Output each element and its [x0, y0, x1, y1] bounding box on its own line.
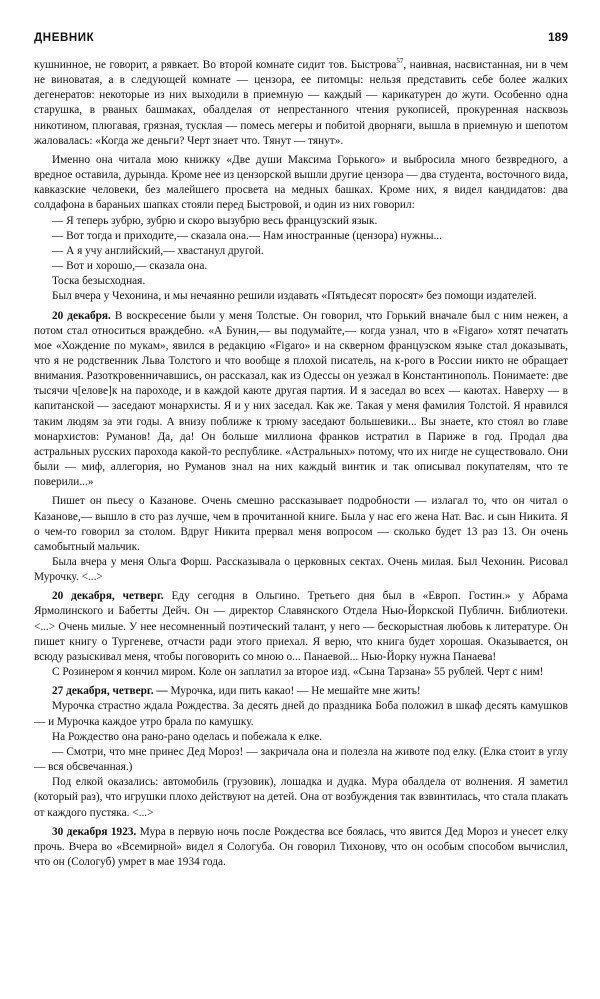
paragraph: Тоска безысходная.	[52, 275, 146, 288]
paragraph: На Рождество она рано-рано оделась и побежала к елке.	[52, 730, 323, 743]
running-header	[34, 30, 568, 52]
diary-entry: 20 декабря, четверг. Еду сегодня в Ольгино. Третьего дня был в «Европ. Гостин.» у Абрама Ярмолинского и Бабетты Дейч. Он — директор Славянского Отдела Нью-Йоркской Публичн. Библиотеки. <...> Очень милые. У нее несомненный поэтический талант, у него — бескорыстная любовь к литературе. Он пишет книгу о Тургеневе, отчасти ради этого приехал. Я верю, что книга будет хорошая. Оказывается, он всюду разыскивал меня, чтобы поговорить со мною о... Панаевой... Нью-Йорку нужна Панаева!	[34, 590, 568, 663]
paragraph: С Розинером я кончил миром. Коле он заплатил за второе изд. «Сына Тарзана» 55 рублей. Черт с ним!	[52, 666, 544, 679]
entry-date: 27 декабря, четверг. —	[52, 685, 168, 698]
entry-date: 20 декабря.	[52, 309, 111, 322]
diary-entry: 30 декабря 1923. Мура в первую ночь после Рождества все боялась, что явится Дед Мороз и унесет елку прочь. Вчера во «Всемирной» видел я Сологуба. Он говорил Тихонову, что он особым способом вычислил, что он (Сологуб) умрет в мае 1934 года.	[34, 825, 569, 868]
diary-entry: 20 декабря. В воскресение были у меня Толстые. Он говорил, что Горький вначале был с ним нежен, а потом стал относиться враждебно. «А Бунин,— вы подумайте,— когда узнал, что в «Figaro» хотят печатать мое «Хождение по мукам», явился в редакцию «Figaro» и на скверном французском языке стал доказывать, что я не родственник Льва Толстого и что вообще я плохой писатель, на к-рого в России никто не обращает внимания. Разоткровенничавшись, он рассказал, как из Одессы он уезжал в Константинополь. Понимаете: две тысячи ч[елове]к на пароходе, и в каждой каюте другая партия. И я заседал во всех — каютах. Наверху — в капитанской — заседают монархисты. Я и у них заседал. Как же. Такая у меня фамилия Толстой. Я нравился таким людям за эти годы. А внизу поближе к трюму заседают большевики... Вы знаете, кто стоял во главе монархистов: Руманов! Да, да! Он больше миллиона франков истратил в Париже в год. Продал два астральных русских парохода какой-то республике. «Астральных» потому, что их нигде не существовало. Они были — миф, аллегория, но Руманов знал на них каждый винтик и так описывал покупателям, что те поверили...»	[34, 309, 568, 489]
entry-date: 20 декабря, четверг.	[52, 590, 164, 603]
diary-text	[34, 58, 568, 870]
dialogue-line: — Вот и хорошо,— сказала она.	[52, 260, 208, 273]
page-number: 189	[547, 30, 568, 44]
dialogue-line: — Вот тогда и приходите,— сказала она.— Нам иностранные (цензора) нужны...	[52, 229, 442, 242]
paragraph: Под елкой оказались: автомобиль (грузовик), лошадка и дудка. Мура обалдела от волнения. Я заметил (который раз), что игрушки плохо действуют на детей. Она от возбуждения так взвинтилась, что стала плакать от каждого пустяка. <...>	[34, 776, 568, 819]
dialogue-line: — А я учу английский,— хвастанул другой.	[52, 244, 264, 257]
paragraph: Мурочка страстно ждала Рождества. За десять дней до праздника Боба положил в шкаф десять камушков — и Мурочка каждое утро брала по камушку.	[34, 700, 568, 728]
running-title: ДНЕВНИК	[34, 32, 95, 44]
entry-date: 30 декабря 1923.	[52, 825, 137, 838]
paragraph: Был вчера у Чехонина, и мы нечаянно решили издавать «Пятьдесят поросят» без помощи издателей.	[52, 290, 537, 303]
paragraph: Была вчера у меня Ольга Форш. Рассказывала о церковных сектах. Очень милая. Был Чехонин. Рисовал Мурочку. <...>	[34, 556, 568, 584]
paragraph: Пишет он пьесу о Казанове. Очень смешно рассказывает подробности — излагал то, что он читал о Казанове,— вышло в сто раз лучше, чем в прочитанной книге. Была у нас его жена Нат. Вас. и сын Никита. Я о чем-то говорил за столом. Вдруг Никита прервал меня вопросом — сколько будет 13 раз 13. Он очень самобытный мальчик.	[34, 495, 568, 553]
dialogue-line: — Смотри, что мне принес Дед Мороз! — закричала она и полезла на животе под елку. (Елка стоит в углу — вся обсвечанная.)	[34, 745, 568, 774]
paragraph: Именно она читала мою книжку «Две души Максима Горького» и выбросила много безвредного, а вредное оставила, дурында. Кроме нее из цензорской вышли другие цензора — два студента, восточного вида, кавказские человеки, без малейшего просвета на медных башках. Кроме них, я видел кандидатов: два солдафона в бараньих шапках стояли перед Быстровой, и один из них говорил:	[34, 153, 569, 212]
dialogue-line: — Я теперь зубрю, зубрю и скоро вызубрю весь французский язык.	[52, 214, 378, 227]
diary-entry: 27 декабря, четверг. — Мурочка, иди пить какао! — Не мешайте мне жить!	[52, 685, 421, 698]
footnote-marker: 57	[396, 57, 404, 66]
paragraph: кушнинное, не говорит, а рявкает. Во второй комнате сидит тов. Быстрова$^{57}$, наивная, насвистанная, ни в чем не виноватая, а в следующей комнате — цензора, ее питомцы: нельзя представить себе более жалких дегенератов: некоторые из них выходили в приемную — каждый — карикатурен до жути. Особенно одна старушка, в рваных башмаках, обалделая от непрестанного чтения рукописей, прокуренная насквозь никотином, плюгавая, грязная, тусклая — помесь мегеры и побитой дворняги, вышла в приемную и шепотом жаловалась: «Когда же деньги? Черт знает что. Тянут — тянут».	[34, 57, 568, 147]
